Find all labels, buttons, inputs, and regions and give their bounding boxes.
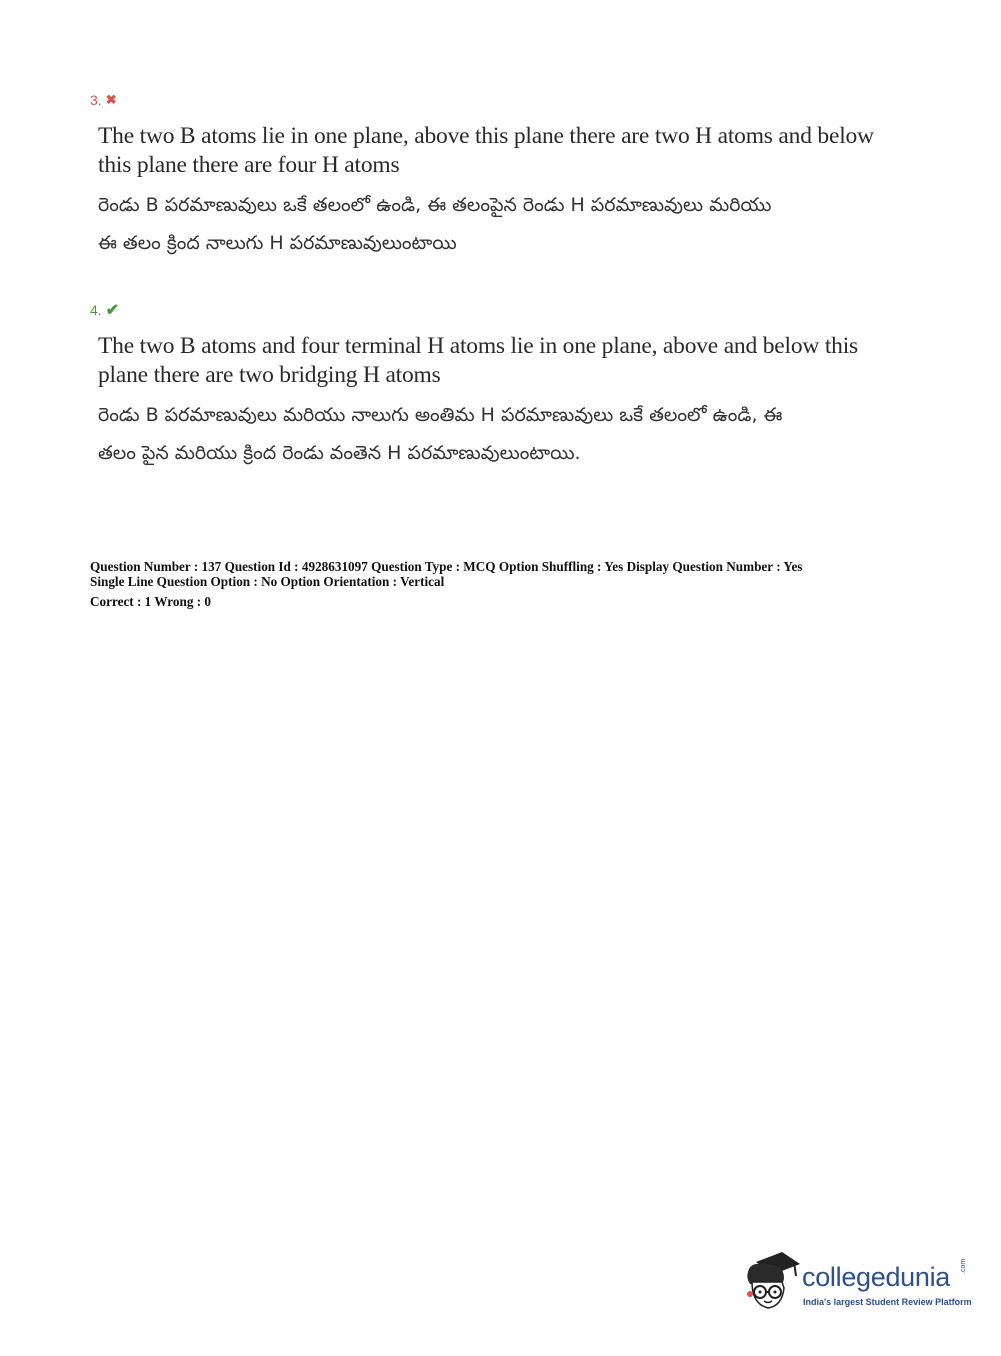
logo-name: collegedunia <box>802 1262 951 1292</box>
option-telugu-text: రెండు B పరమాణువులు మరియు నాలుగు అంతిమ H పరమాణువులు ఒకే తలంలో ఉండి, ఈ తలం పైన మరియు క్రింద రెండు వంతెన H పరమాణువులుంటాయి. <box>98 404 783 464</box>
option-3 <box>90 92 890 262</box>
cross-icon: ✖ <box>105 92 117 107</box>
logo-domain: .com <box>960 1258 967 1274</box>
option-number: 3. ✖ <box>90 92 117 108</box>
logo-tagline: India's largest Student Review Platform <box>803 1297 972 1307</box>
option-english-text: The two B atoms lie in one plane, above this plane there are two H atoms and below this plane there are four H atoms <box>98 123 874 178</box>
question-metadata: Question Number : 137 Question Id : 4928631097 Question Type : MCQ Option Shuffling : Yes Display Question Number : Yes Single Line Question Option : No Option Orientation : Vertical Correct : 1 Wrong : 0 <box>90 559 803 609</box>
option-telugu-text: రెండు B పరమాణువులు ఒకే తలంలో ఉండి, ఈ తలంపైన రెండు H పరమాణువులు మరియు ఈ తలం క్రింద నాలుగు H పరమాణువులుంటాయి <box>98 194 772 254</box>
option-number: 4. ✔ <box>90 302 120 319</box>
collegedunia-logo <box>742 1248 972 1318</box>
check-icon: ✔ <box>105 302 120 319</box>
option-english-text: The two B atoms and four terminal H atoms lie in one plane, above and below this plane there are two bridging H atoms <box>98 333 858 388</box>
mascot-icon <box>742 1248 802 1318</box>
option-4 <box>90 300 890 472</box>
